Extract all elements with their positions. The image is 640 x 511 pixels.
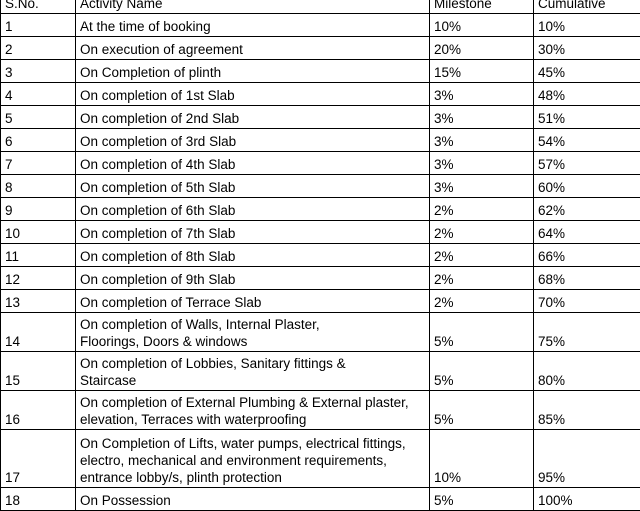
table-row xyxy=(1,129,640,152)
cumulative-cell: 48% xyxy=(534,83,640,106)
sno-cell: 10 xyxy=(1,221,76,244)
sno-cell: 11 xyxy=(1,244,76,267)
cumulative-cell: 68% xyxy=(534,267,640,290)
milestone-cell: 5% xyxy=(430,313,534,352)
cumulative-cell: 54% xyxy=(534,129,640,152)
sno-cell: 17 xyxy=(1,430,76,488)
cumulative-cell: 85% xyxy=(534,391,640,430)
milestone-cell: 2% xyxy=(430,267,534,290)
sno-cell: 3 xyxy=(1,60,76,83)
cumulative-cell: 75% xyxy=(534,313,640,352)
activity-name-cell: On Completion of plinth xyxy=(76,60,430,83)
activity-name-cell: On completion of 2nd Slab xyxy=(76,106,430,129)
cumulative-cell: 62% xyxy=(534,198,640,221)
cumulative-cell: 64% xyxy=(534,221,640,244)
milestone-cell: 20% xyxy=(430,37,534,60)
activity-name-cell: On completion of External Plumbing & External plaster, elevation, Terraces with waterproofing xyxy=(76,391,430,430)
cumulative-cell: 51% xyxy=(534,106,640,129)
milestone-cell: 15% xyxy=(430,60,534,83)
milestone-cell: 2% xyxy=(430,290,534,313)
table-row xyxy=(1,430,640,488)
activity-name-cell: On completion of 8th Slab xyxy=(76,244,430,267)
sno-cell: 9 xyxy=(1,198,76,221)
activity-name-cell: On Possession xyxy=(76,488,430,511)
sno-cell: 8 xyxy=(1,175,76,198)
header-cumulative: Cumulative xyxy=(534,0,640,14)
sno-cell: 18 xyxy=(1,488,76,511)
header-milestone: Milestone xyxy=(430,0,534,14)
activity-name-cell: On execution of agreement xyxy=(76,37,430,60)
milestone-cell: 5% xyxy=(430,352,534,391)
activity-name-cell: On completion of 9th Slab xyxy=(76,267,430,290)
header-row xyxy=(1,0,640,14)
milestone-cell: 3% xyxy=(430,129,534,152)
table-row xyxy=(1,391,640,430)
table-row xyxy=(1,60,640,83)
milestone-cell: 10% xyxy=(430,430,534,488)
cumulative-cell: 80% xyxy=(534,352,640,391)
cumulative-cell: 95% xyxy=(534,430,640,488)
cumulative-cell: 66% xyxy=(534,244,640,267)
cumulative-cell: 45% xyxy=(534,60,640,83)
table-row xyxy=(1,244,640,267)
milestone-cell: 2% xyxy=(430,198,534,221)
table-row xyxy=(1,313,640,352)
cumulative-cell: 100% xyxy=(534,488,640,511)
sno-cell: 16 xyxy=(1,391,76,430)
table-row xyxy=(1,198,640,221)
table-row xyxy=(1,290,640,313)
cumulative-cell: 60% xyxy=(534,175,640,198)
activity-name-cell: On completion of 1st Slab xyxy=(76,83,430,106)
cumulative-cell: 10% xyxy=(534,14,640,37)
activity-name-cell: On Completion of Lifts, water pumps, electrical fittings, electro, mechanical and environment requirements, entrance lobby/s, plinth protection xyxy=(76,430,430,488)
sno-cell: 1 xyxy=(1,14,76,37)
activity-name-cell: On completion of Terrace Slab xyxy=(76,290,430,313)
activity-name-cell: At the time of booking xyxy=(76,14,430,37)
activity-name-cell: On completion of 4th Slab xyxy=(76,152,430,175)
milestone-cell: 3% xyxy=(430,106,534,129)
table-row xyxy=(1,152,640,175)
milestone-cell: 5% xyxy=(430,391,534,430)
activity-name-cell: On completion of 5th Slab xyxy=(76,175,430,198)
table-row xyxy=(1,175,640,198)
table-row xyxy=(1,106,640,129)
table-row xyxy=(1,14,640,37)
table-row xyxy=(1,83,640,106)
sno-cell: 6 xyxy=(1,129,76,152)
cumulative-cell: 70% xyxy=(534,290,640,313)
table-row xyxy=(1,37,640,60)
cumulative-cell: 30% xyxy=(534,37,640,60)
activity-name-cell: On completion of 7th Slab xyxy=(76,221,430,244)
sno-cell: 15 xyxy=(1,352,76,391)
sno-cell: 7 xyxy=(1,152,76,175)
activity-name-cell: On completion of Lobbies, Sanitary fittings & Staircase xyxy=(76,352,430,391)
activity-name-cell: On completion of 6th Slab xyxy=(76,198,430,221)
table-row xyxy=(1,267,640,290)
sno-cell: 14 xyxy=(1,313,76,352)
table-row xyxy=(1,221,640,244)
milestone-cell: 3% xyxy=(430,152,534,175)
milestone-cell: 10% xyxy=(430,14,534,37)
activity-name-cell: On completion of 3rd Slab xyxy=(76,129,430,152)
sno-cell: 5 xyxy=(1,106,76,129)
sno-cell: 13 xyxy=(1,290,76,313)
header-activity-name: Activity Name xyxy=(76,0,430,14)
activity-name-cell: On completion of Walls, Internal Plaster, Floorings, Doors & windows xyxy=(76,313,430,352)
milestone-cell: 2% xyxy=(430,221,534,244)
table-row xyxy=(1,488,640,511)
cumulative-cell: 57% xyxy=(534,152,640,175)
milestone-cell: 3% xyxy=(430,83,534,106)
table-row xyxy=(1,352,640,391)
milestone-cell: 5% xyxy=(430,488,534,511)
sno-cell: 4 xyxy=(1,83,76,106)
sno-cell: 12 xyxy=(1,267,76,290)
milestone-cell: 2% xyxy=(430,244,534,267)
milestone-cell: 3% xyxy=(430,175,534,198)
sno-cell: 2 xyxy=(1,37,76,60)
header-sno: S.No. xyxy=(1,0,76,14)
